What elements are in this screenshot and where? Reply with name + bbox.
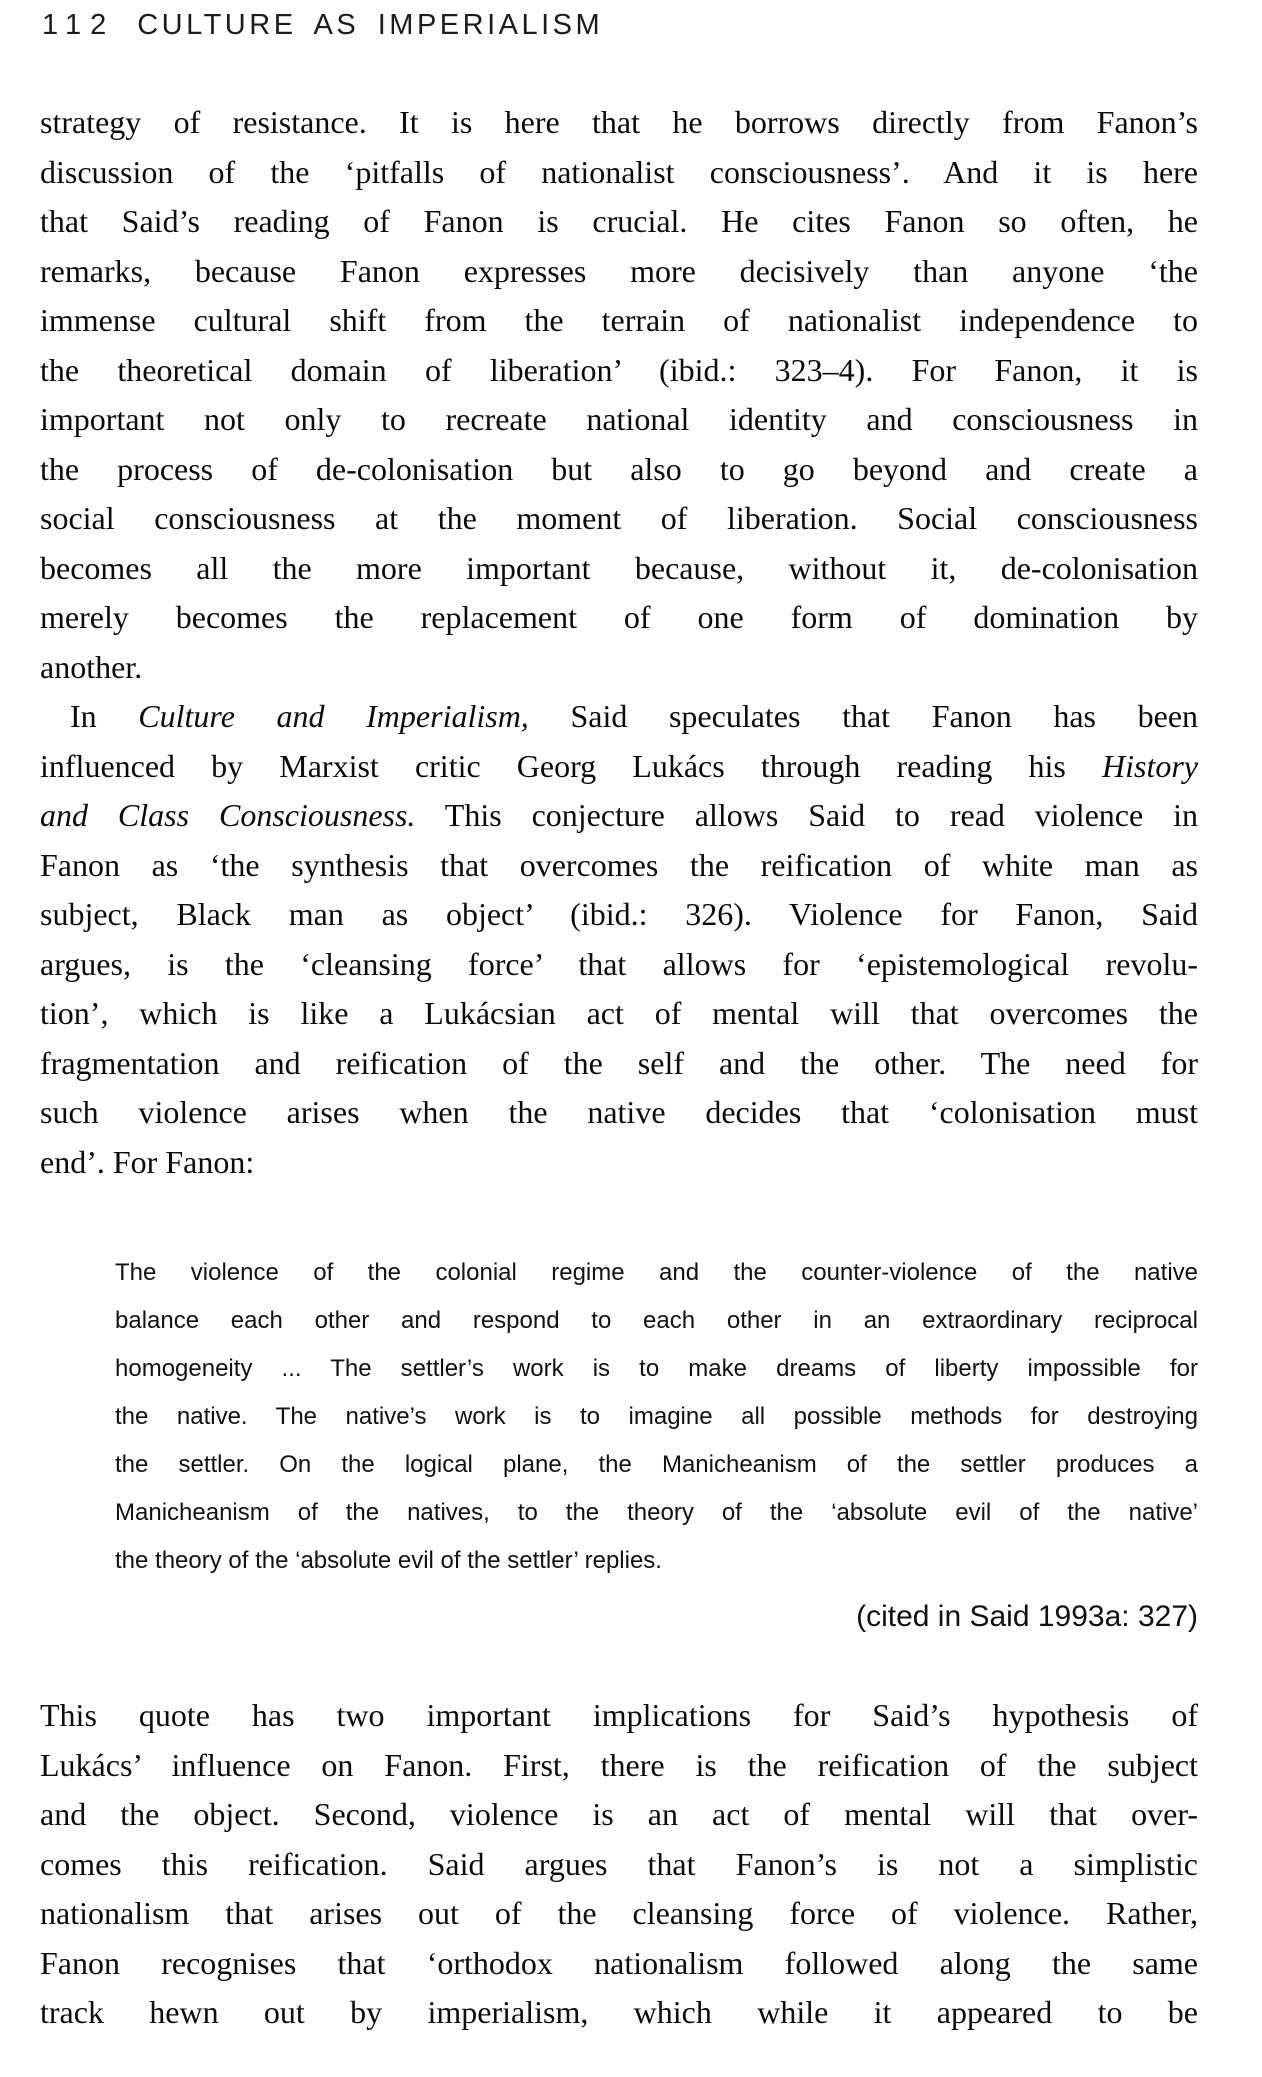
text-line: the settler. On the logical plane, the Manicheanism of the settler produces a (115, 1451, 1198, 1478)
text-line: and the object. Second, violence is an act of mental will that over- (40, 1796, 1198, 1832)
paragraph (40, 98, 1198, 692)
text-line: homogeneity ... The settler’s work is to make dreams of liberty impossible for (115, 1355, 1198, 1382)
text-line: In Culture and Imperialism, Said speculates that Fanon has been (70, 698, 1199, 734)
text-line: becomes all the more important because, without it, de-colonisation (40, 549, 1198, 586)
text-line: nationalism that arises out of the cleansing force of violence. Rather, (40, 1895, 1198, 1931)
text-line: social consciousness at the moment of liberation. Social consciousness (40, 500, 1198, 536)
text-line: fragmentation and reification of the self and the other. The need for (40, 1044, 1198, 1081)
text-line: the native. The native’s work is to imagine all possible methods for destroying (115, 1403, 1198, 1430)
text-line: This quote has two important implications for Said’s hypothesis of (40, 1697, 1198, 1733)
running-header (42, 9, 603, 42)
paragraph (40, 1691, 1198, 2038)
text-line: track hewn out by imperialism, which while it appeared to be (40, 1994, 1198, 2030)
text-line: such violence arises when the native decides that ‘colonisation must (40, 1094, 1198, 1130)
text-line: The violence of the colonial regime and the counter-violence of the native (115, 1259, 1198, 1286)
text-line: the theoretical domain of liberation’ (ibid.: 323–4). For Fanon, it is (40, 351, 1198, 388)
text-line: Fanon recognises that ‘orthodox nationalism followed along the same (40, 1944, 1198, 1981)
text-line: Manicheanism of the natives, to the theory of the ‘absolute evil of the native’ (115, 1499, 1198, 1526)
text-line: and Class Consciousness. This conjecture allows Said to read violence in (40, 797, 1199, 833)
text-line: the process of de-colonisation but also to go beyond and create a (40, 450, 1198, 487)
quote-citation: (cited in Said 1993a: 327) (856, 1600, 1198, 1633)
text-line: subject, Black man as object’ (ibid.: 326). Violence for Fanon, Said (40, 896, 1198, 932)
page-number: 112 (42, 9, 116, 41)
text-line: immense cultural shift from the terrain of nationalist independence to (40, 302, 1198, 338)
text-line: remarks, because Fanon expresses more decisively than anyone ‘the (40, 252, 1198, 289)
text-line: comes this reification. Said argues that Fanon’s is not a simplistic (40, 1845, 1198, 1882)
text-line: influenced by Marxist critic Georg Lukács through reading his History (40, 747, 1198, 784)
text-line: Fanon as ‘the synthesis that overcomes the reification of white man as (40, 846, 1198, 883)
paragraph (40, 692, 1198, 1187)
text-line: argues, is the ‘cleansing force’ that allows for ‘epistemological revolu- (40, 945, 1198, 982)
text-line: Lukács’ influence on Fanon. First, there is the reification of the subject (40, 1746, 1198, 1783)
text-line: another. (40, 648, 143, 685)
text-line: merely becomes the replacement of one form of domination by (40, 599, 1198, 635)
text-line: strategy of resistance. It is here that he borrows directly from Fanon’s (40, 104, 1198, 140)
text-line: important not only to recreate national identity and consciousness in (40, 401, 1198, 437)
text-line: tion’, which is like a Lukácsian act of mental will that overcomes the (40, 995, 1198, 1031)
block-quote (115, 1249, 1198, 1585)
chapter-title: CULTURE AS IMPERIALISM (137, 9, 604, 41)
text-line: that Said’s reading of Fanon is crucial. He cites Fanon so often, he (40, 203, 1198, 239)
text-content (40, 98, 1198, 2038)
text-line: end’. For Fanon: (40, 1143, 255, 1180)
text-line: discussion of the ‘pitfalls of nationalist consciousness’. And it is here (40, 153, 1198, 190)
text-line: balance each other and respond to each other in an extraordinary reciprocal (115, 1307, 1198, 1334)
text-line: the theory of the ‘absolute evil of the settler’ replies. (115, 1547, 662, 1574)
